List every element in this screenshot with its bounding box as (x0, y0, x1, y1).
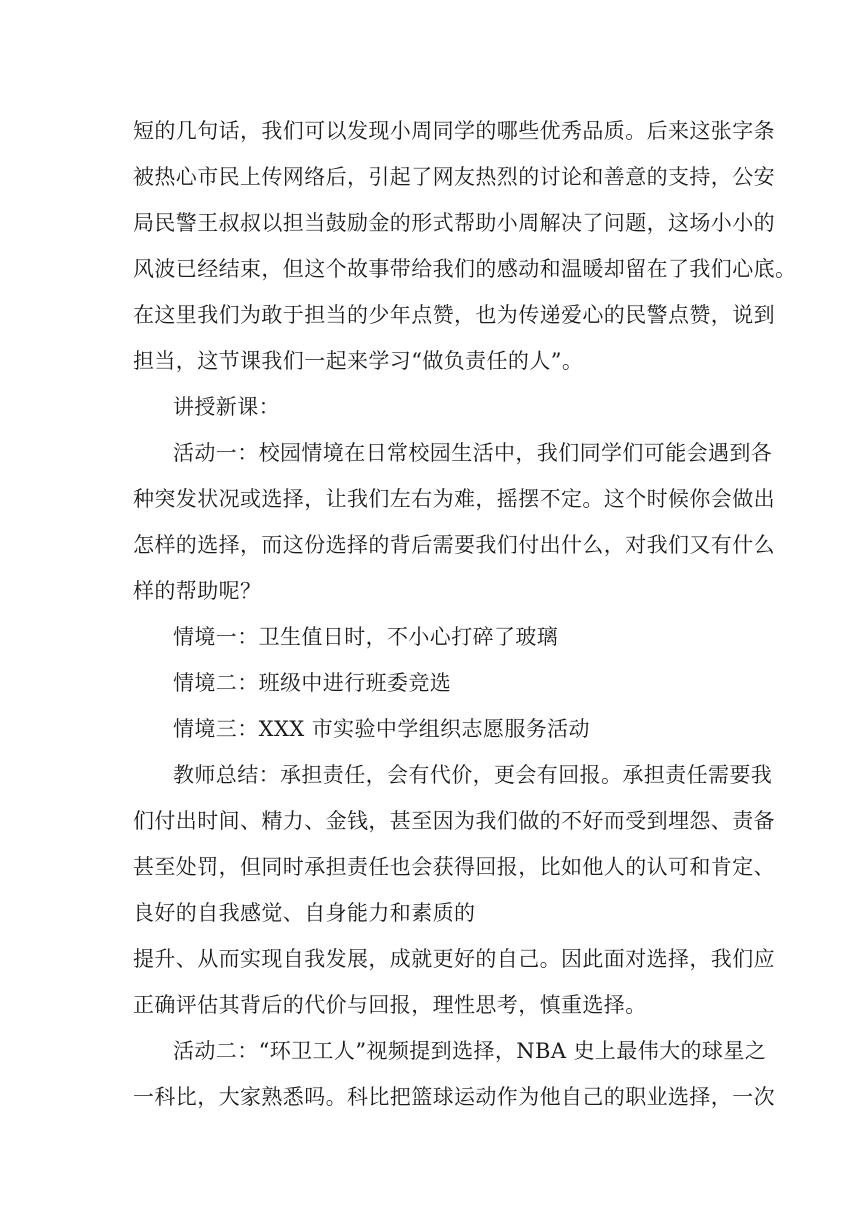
scenario-line: 情境二：班级中进行班委竞选 (173, 671, 452, 695)
text-line: 局民警王叔叔以担当鼓励金的形式帮助小周解决了问题，这场小小的 (133, 211, 775, 235)
text-line: 甚至处罚，但同时承担责任也会获得回报，比如他人的认可和肯定、 (133, 855, 775, 879)
text-line: 被热心市民上传网络后，引起了网友热烈的讨论和善意的支持，公安 (133, 165, 775, 189)
text-line: 活动一：校园情境在日常校园生活中，我们同学们可能会遇到各 (173, 441, 773, 465)
text-line: 良好的自我感觉、自身能力和素质的 (133, 901, 476, 925)
text-line: 种突发状况或选择，让我们左右为难，摇摆不定。这个时候你会做出 (133, 487, 775, 511)
text-line: 提升、从而实现自我发展，成就更好的自己。因此面对选择，我们应 (133, 947, 775, 971)
text-line: 们付出时间、精力、金钱，甚至因为我们做的不好而受到埋怨、责备 (133, 809, 775, 833)
text-line: 怎样的选择，而这份选择的背后需要我们付出什么，对我们又有什么 (133, 533, 775, 557)
text-line: 教师总结：承担责任，会有代价，更会有回报。承担责任需要我 (173, 763, 773, 787)
text-line: 样的帮助呢？ (133, 579, 262, 603)
text-line: 担当，这节课我们一起来学习“做负责任的人”。 (133, 349, 584, 373)
text-line: 正确评估其背后的代价与回报，理性思考，慎重选择。 (133, 993, 647, 1017)
scenario-line: 情境一：卫生值日时，不小心打碎了玻璃 (173, 625, 559, 649)
text-line: 活动二：“环卫工人”视频提到选择，NBA 史上最伟大的球星之 (173, 1039, 767, 1063)
section-heading: 讲授新课： (173, 395, 280, 419)
text-line: 一科比，大家熟悉吗。科比把篮球运动作为他自己的职业选择，一次 (133, 1085, 775, 1109)
text-line: 短的几句话，我们可以发现小周同学的哪些优秀品质。后来这张字条 (133, 119, 775, 143)
text-line: 在这里我们为敢于担当的少年点赞，也为传递爱心的民警点赞，说到 (133, 303, 775, 327)
scenario-line: 情境三：XXX 市实验中学组织志愿服务活动 (173, 717, 590, 741)
text-line: 风波已经结束，但这个故事带给我们的感动和温暖却留在了我们心底。 (133, 257, 797, 281)
